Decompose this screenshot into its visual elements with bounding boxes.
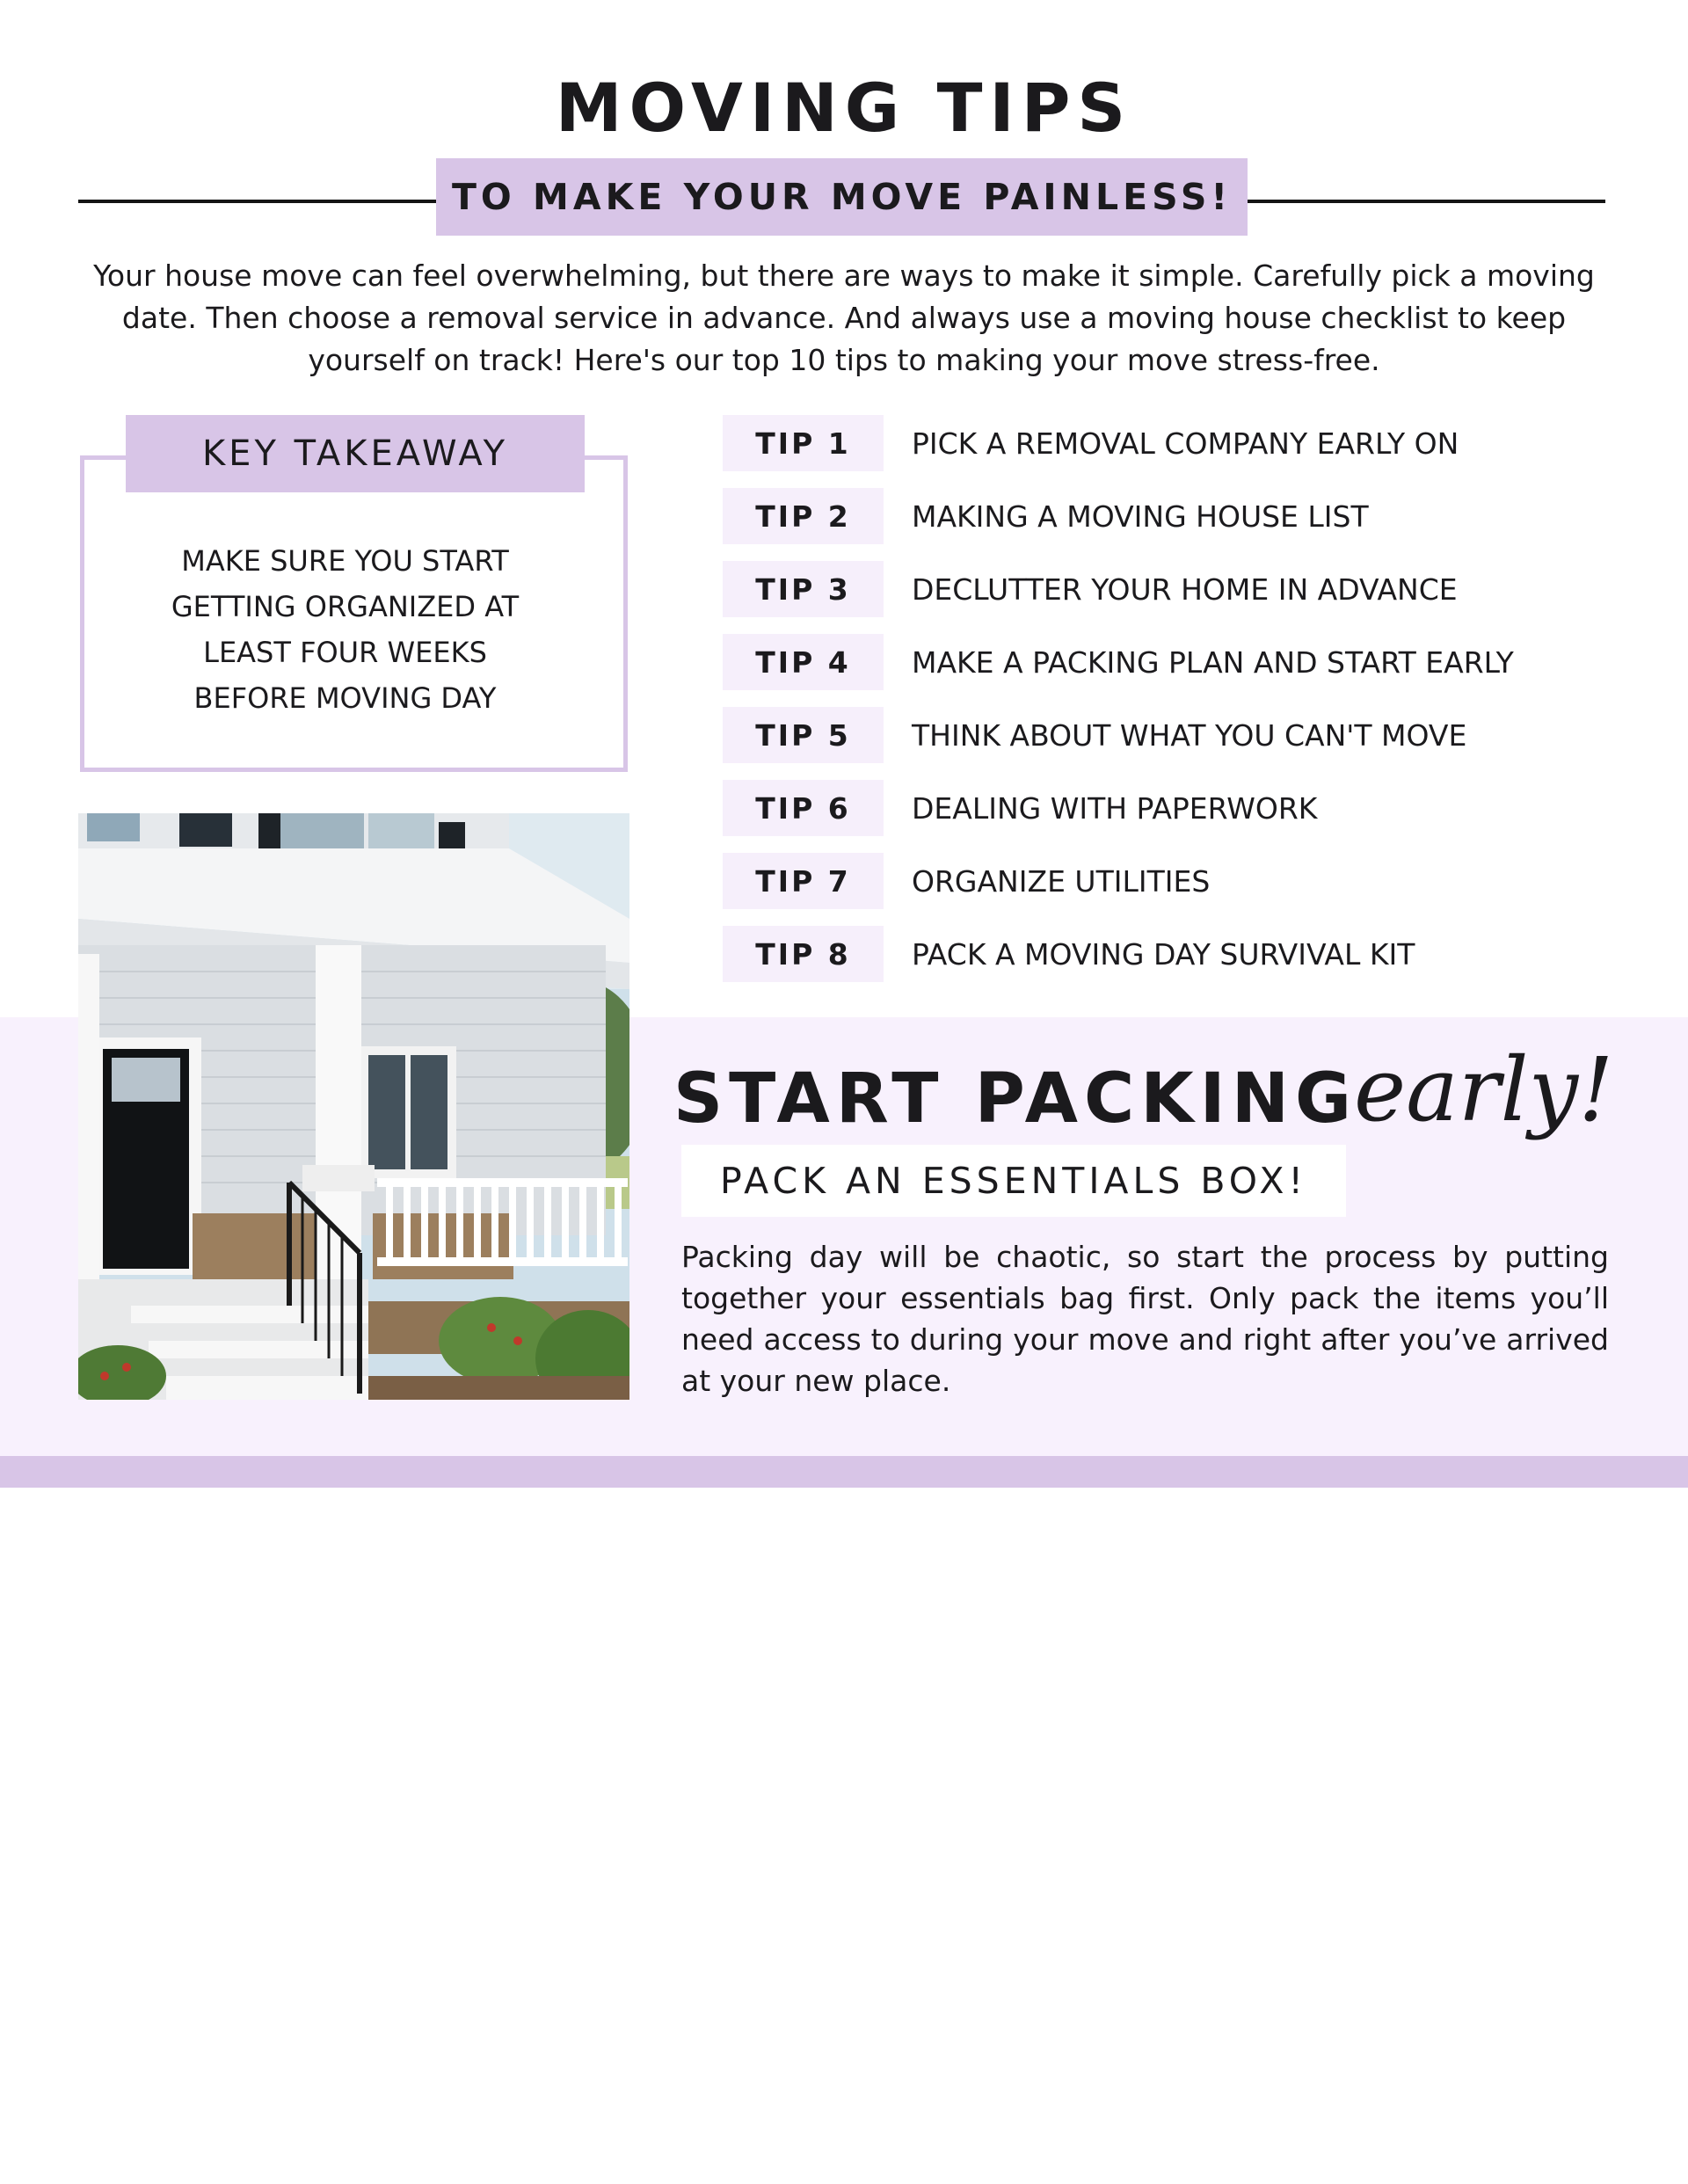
intro-paragraph: Your house move can feel overwhelming, but there are ways to make it simple. Carefully pick a moving date. Then choose a removal service in advance. And always use a moving house checklist to keep yourself on track! Here's our top 10 tips to making your move stress-free. <box>93 258 1595 377</box>
subtitle: TO MAKE YOUR MOVE PAINLESS! <box>451 176 1233 218</box>
key-takeaway-header <box>126 415 585 492</box>
tip-text: THINK ABOUT WHAT YOU CAN'T MOVE <box>912 717 1467 753</box>
tip-badge: TIP 8 <box>723 926 884 982</box>
tip-badge: TIP 5 <box>723 707 884 763</box>
key-takeaway-text <box>106 538 585 721</box>
tip-badge: TIP 2 <box>723 488 884 544</box>
subtitle-banner <box>436 158 1248 236</box>
tip-row <box>723 707 1602 763</box>
tip-badge: TIP 4 <box>723 634 884 690</box>
tip-text: ORGANIZE UTILITIES <box>912 863 1211 899</box>
key-takeaway-line: LEAST FOUR WEEKS <box>203 636 487 669</box>
key-takeaway-line: BEFORE MOVING DAY <box>193 681 497 715</box>
packing-paragraph: Packing day will be chaotic, so start the process by putting together your essentials bag first. Only pack the items you’ll need access to during your move and right after you’ve arrived at your new place. <box>681 1240 1609 1398</box>
packing-title: START PACKING <box>673 1059 1357 1139</box>
tip-text: MAKING A MOVING HOUSE LIST <box>912 499 1369 534</box>
tip-row <box>723 561 1602 617</box>
tip-badge: TIP 7 <box>723 853 884 909</box>
tip-row <box>723 634 1602 690</box>
divider-right <box>1247 200 1605 203</box>
page-title: MOVING TIPS <box>555 69 1133 147</box>
tip-row <box>723 926 1602 982</box>
tip-row <box>723 415 1602 471</box>
tip-badge: TIP 3 <box>723 561 884 617</box>
essentials-heading: PACK AN ESSENTIALS BOX! <box>720 1160 1307 1202</box>
tip-text: MAKE A PACKING PLAN AND START EARLY <box>912 644 1514 680</box>
footer-bar <box>0 1456 1688 1488</box>
key-takeaway-heading: KEY TAKEAWAY <box>201 433 509 474</box>
tip-text: PACK A MOVING DAY SURVIVAL KIT <box>912 936 1415 972</box>
tip-badge: TIP 6 <box>723 780 884 836</box>
house-porch-photo <box>78 813 629 1400</box>
divider-left <box>78 200 437 203</box>
tip-badge: TIP 1 <box>723 415 884 471</box>
key-takeaway-line: GETTING ORGANIZED AT <box>171 590 520 623</box>
tip-text: DEALING WITH PAPERWORK <box>912 790 1318 826</box>
tip-row <box>723 780 1602 836</box>
tip-row <box>723 853 1602 909</box>
tip-row <box>723 488 1602 544</box>
tip-text: DECLUTTER YOUR HOME IN ADVANCE <box>912 571 1458 607</box>
key-takeaway-line: MAKE SURE YOU START <box>181 544 509 578</box>
essentials-banner <box>681 1145 1346 1217</box>
packing-script-word: early! <box>1354 1038 1614 1141</box>
tip-text: PICK A REMOVAL COMPANY EARLY ON <box>912 426 1459 461</box>
